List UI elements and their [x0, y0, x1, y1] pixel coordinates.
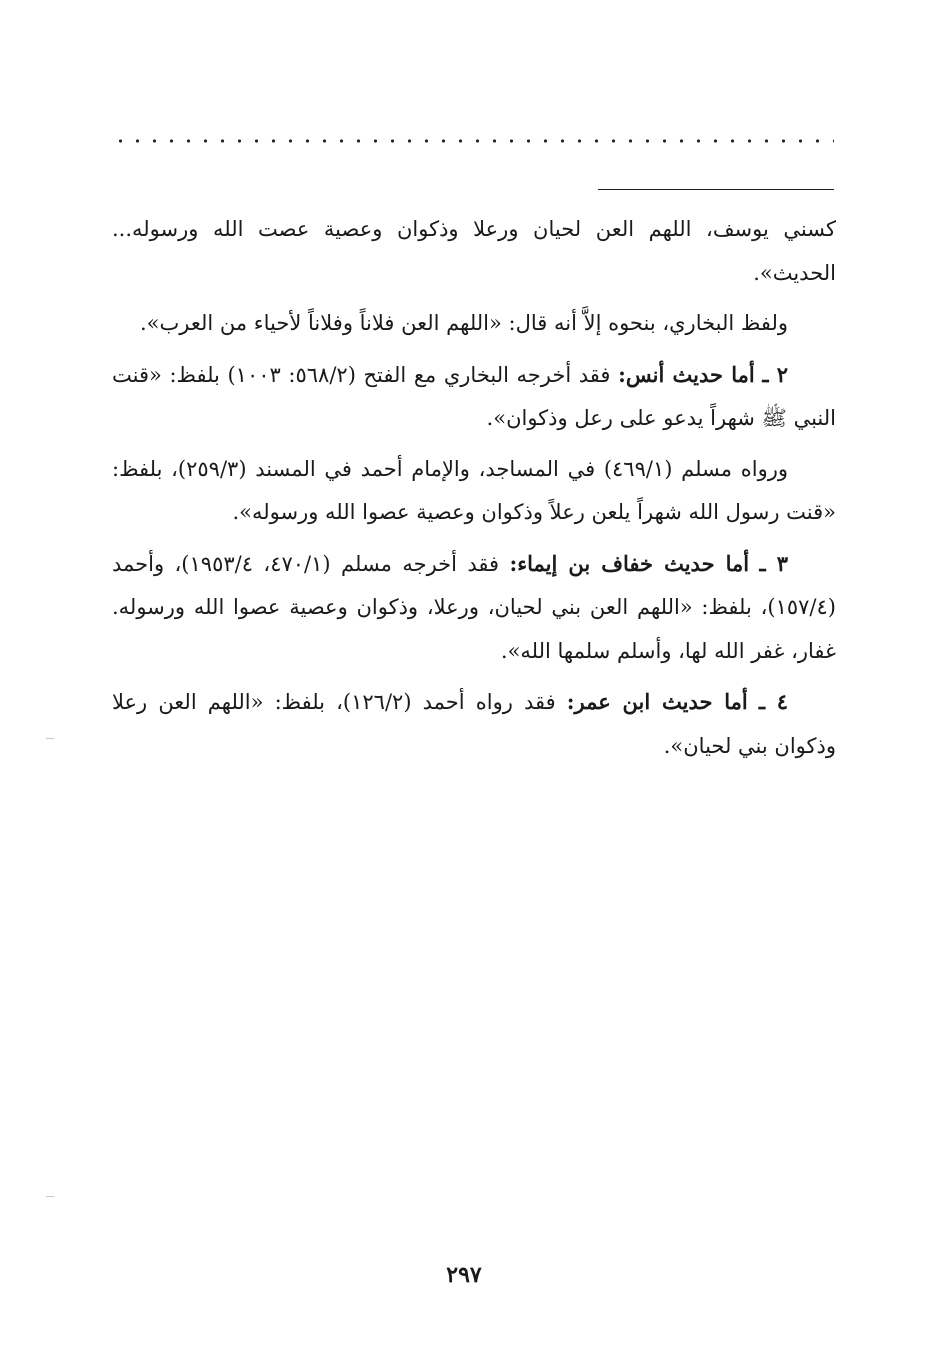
- footnote-bukhari-wording: [112, 302, 836, 346]
- footnote-number: ٢ ـ: [762, 361, 788, 387]
- page-number: ٢٩٧: [446, 1262, 482, 1288]
- footnote-continuation: [112, 208, 836, 295]
- footnote-muslim-ahmad: [112, 448, 836, 535]
- footnote-heading: أما حديث خفاف بن إيماء:: [509, 550, 750, 576]
- footnote-heading: أما حديث ابن عمر:: [566, 689, 748, 714]
- footnote-text: ورواه مسلم (٤٦٩/١) في المساجد، والإمام أحمد في المسند (٢٥٩/٣)، بلفظ: «قنت رسول الله شهراً يلعن رعلاً وذكوان وعصية عصوا الله ورسوله».: [112, 456, 836, 524]
- footnotes-block: [112, 208, 836, 775]
- footnote-text: ولفظ البخاري، بنحوه إلاَّ أنه قال: «اللهم العن فلاناً وفلاناً لأحياء من العرب».: [139, 311, 788, 335]
- dotted-separator: [112, 138, 834, 144]
- footnote-anas: [112, 353, 836, 441]
- footnote-khufaf: [112, 542, 836, 674]
- footnote-ibn-umar: [112, 680, 836, 768]
- footnote-heading: أما حديث أنس:: [618, 361, 755, 387]
- footnote-text: كسني يوسف، اللهم العن لحيان ورعلا وذكوان وعصية عصت الله ورسوله... الحديث».: [112, 217, 836, 285]
- scan-margin-mark: [46, 1196, 54, 1197]
- footnote-text: فقد رواه أحمد (١٢٦/٢)، بلفظ: «اللهم العن رعلا وذكوان بني لحيان».: [112, 690, 836, 758]
- footnote-number: ٤ ـ: [758, 689, 788, 714]
- footnote-separator-line: [598, 189, 834, 190]
- footnote-text: فقد أخرجه مسلم (٤٧٠/١، ١٩٥٣/٤)، وأحمد (١٥٧/٤)، بلفظ: «اللهم العن بني لحيان، ورعلا، وذكوان وعصية عصوا الله ورسوله. غفار، غفر الله لها، وأسلم سلمها الله».: [112, 551, 836, 663]
- footnote-number: ٣ ـ: [759, 550, 788, 576]
- footnote-text: فقد أخرجه البخاري مع الفتح (٥٦٨/٢: ١٠٠٣) بلفظ: «قنت النبي ﷺ شهراً يدعو على رعل وذكوان».: [112, 362, 836, 430]
- scan-margin-mark: [46, 738, 54, 739]
